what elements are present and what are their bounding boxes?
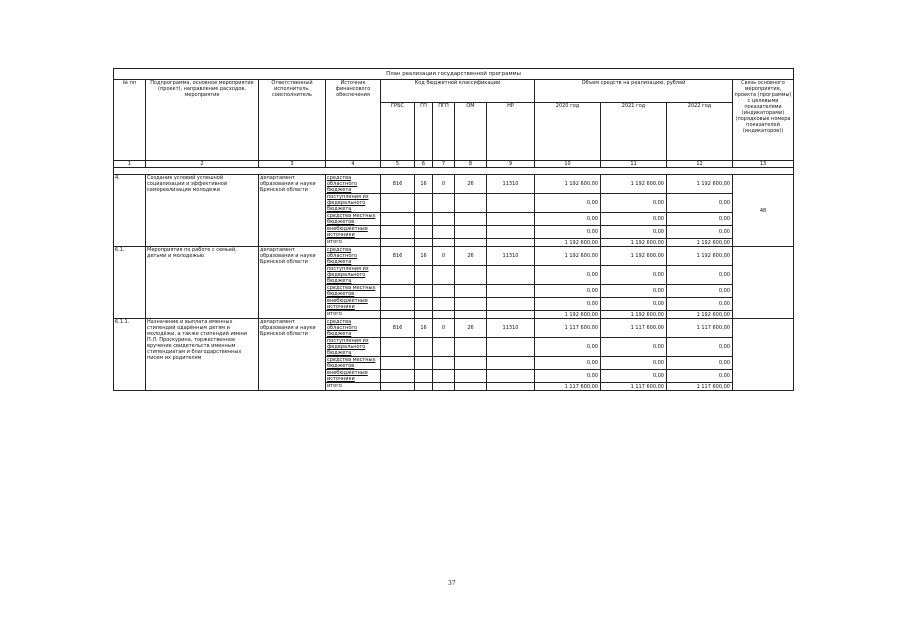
- amount-cell: 1 192 600,00: [601, 239, 667, 247]
- amount-cell: 0,00: [535, 213, 601, 226]
- column-number: 12: [667, 161, 733, 168]
- spacer-row: [114, 168, 794, 175]
- column-number: 4: [326, 161, 381, 168]
- amount-cell: 1 192 600,00: [667, 239, 733, 247]
- budget-code-cell: [487, 239, 535, 247]
- amount-cell: 0,00: [601, 370, 667, 383]
- column-number: 10: [535, 161, 601, 168]
- budget-code-cell: [487, 370, 535, 383]
- budget-code-cell: [455, 266, 487, 285]
- budget-code-cell: 816: [381, 175, 415, 194]
- header-nr: НР: [487, 103, 535, 161]
- source-cell: средства местных бюджетов: [326, 213, 381, 226]
- budget-code-cell: [415, 311, 433, 319]
- amount-cell: 0,00: [601, 226, 667, 239]
- column-number: 2: [146, 161, 259, 168]
- source-cell: средства областного бюджета: [326, 175, 381, 194]
- budget-code-cell: [415, 239, 433, 247]
- amount-cell: 0,00: [667, 338, 733, 357]
- budget-code-cell: [455, 383, 487, 391]
- amount-cell: 1 192 600,00: [535, 247, 601, 266]
- budget-code-cell: [415, 370, 433, 383]
- source-cell: итого: [326, 383, 381, 391]
- budget-code-cell: [381, 370, 415, 383]
- budget-code-cell: [415, 266, 433, 285]
- budget-code-cell: [381, 239, 415, 247]
- budget-code-cell: [487, 298, 535, 311]
- budget-code-cell: [487, 383, 535, 391]
- column-number: 13: [733, 161, 794, 168]
- header-no: № пп: [114, 80, 146, 161]
- amount-cell: 1 117 600,00: [601, 383, 667, 391]
- budget-code-cell: [487, 194, 535, 213]
- source-cell: итого: [326, 239, 381, 247]
- amount-cell: 1 117 600,00: [535, 383, 601, 391]
- amount-cell: 1 192 600,00: [535, 175, 601, 194]
- budget-code-cell: [455, 239, 487, 247]
- column-number: 5: [381, 161, 415, 168]
- amount-cell: 1 192 600,00: [667, 311, 733, 319]
- budget-code-cell: [415, 357, 433, 370]
- budget-code-cell: 0: [433, 319, 455, 338]
- page-number: 37: [448, 580, 456, 587]
- budget-code-cell: [381, 383, 415, 391]
- budget-code-cell: [455, 298, 487, 311]
- budget-code-cell: 26: [455, 319, 487, 338]
- amount-cell: 0,00: [601, 357, 667, 370]
- budget-code-cell: [487, 213, 535, 226]
- row-name: Создание условий успешной социализации и эффективной самореализации молодежи: [146, 175, 259, 247]
- budget-code-cell: 816: [381, 319, 415, 338]
- header-gp: ГП: [415, 103, 433, 161]
- budget-code-cell: [455, 357, 487, 370]
- budget-code-cell: [455, 285, 487, 298]
- budget-code-cell: 11310: [487, 319, 535, 338]
- budget-code-cell: [433, 383, 455, 391]
- column-number: 1: [114, 161, 146, 168]
- header-subprogram: Подпрограмма, основное мероприятие (проект), направление расходов, мероприятие: [146, 80, 259, 161]
- table-title: План реализации государственной программы: [114, 69, 794, 80]
- budget-code-cell: [455, 194, 487, 213]
- header-volume: Объем средств на реализацию, рублей: [535, 80, 733, 103]
- link-cell: [733, 319, 794, 391]
- blocks-body: [114, 175, 794, 391]
- budget-code-cell: [415, 298, 433, 311]
- budget-code-cell: [415, 226, 433, 239]
- header-grbs: ГРБС: [381, 103, 415, 161]
- budget-code-cell: 26: [455, 247, 487, 266]
- budget-code-cell: 16: [415, 247, 433, 266]
- budget-code-cell: 11310: [487, 175, 535, 194]
- row-name: Мероприятия по работе с семьей, детьми и молодежью: [146, 247, 259, 319]
- budget-code-cell: [415, 285, 433, 298]
- amount-cell: 0,00: [601, 338, 667, 357]
- row-responsible: департамент образования и науки Брянской области: [259, 319, 326, 391]
- source-cell: средства местных бюджетов: [326, 285, 381, 298]
- amount-cell: 0,00: [667, 226, 733, 239]
- column-number: 7: [433, 161, 455, 168]
- amount-cell: 0,00: [535, 266, 601, 285]
- header-2021: 2021 год: [601, 103, 667, 161]
- source-cell: средства областного бюджета: [326, 247, 381, 266]
- budget-code-cell: [415, 383, 433, 391]
- budget-code-cell: 0: [433, 175, 455, 194]
- budget-code-cell: [381, 338, 415, 357]
- amount-cell: 1 192 600,00: [601, 175, 667, 194]
- budget-code-cell: [455, 311, 487, 319]
- budget-code-cell: [487, 311, 535, 319]
- column-number: 8: [455, 161, 487, 168]
- budget-code-cell: [381, 266, 415, 285]
- budget-code-cell: 16: [415, 175, 433, 194]
- source-cell: внебюджетные источники: [326, 370, 381, 383]
- header-pgp: ПГП: [433, 103, 455, 161]
- budget-code-cell: 0: [433, 247, 455, 266]
- row-number: 4.: [114, 175, 146, 247]
- budget-code-cell: 816: [381, 247, 415, 266]
- amount-cell: 0,00: [601, 298, 667, 311]
- budget-code-cell: [433, 213, 455, 226]
- budget-code-cell: [381, 285, 415, 298]
- amount-cell: 0,00: [535, 194, 601, 213]
- budget-code-cell: [455, 213, 487, 226]
- plan-table: [113, 68, 794, 391]
- budget-code-cell: [433, 285, 455, 298]
- budget-code-cell: [433, 311, 455, 319]
- amount-cell: 0,00: [667, 194, 733, 213]
- budget-code-cell: [433, 298, 455, 311]
- header-om: ОМ: [455, 103, 487, 161]
- amount-cell: 0,00: [535, 357, 601, 370]
- amount-cell: 0,00: [535, 226, 601, 239]
- budget-code-cell: [433, 266, 455, 285]
- amount-cell: 0,00: [667, 285, 733, 298]
- budget-code-cell: 11310: [487, 247, 535, 266]
- amount-cell: 0,00: [535, 298, 601, 311]
- budget-code-cell: [487, 338, 535, 357]
- budget-code-cell: [487, 266, 535, 285]
- header-budget-code: Код бюджетной классификации: [381, 80, 535, 103]
- header-link: Связь основного мероприятия, проекта (программы) с целевыми показателями (индикаторами) (порядковые номера показателей (индикаторов)): [733, 80, 794, 161]
- source-cell: поступления из федерального бюджета: [326, 338, 381, 357]
- column-number: 3: [259, 161, 326, 168]
- amount-cell: 0,00: [535, 338, 601, 357]
- column-number: 11: [601, 161, 667, 168]
- amount-cell: 0,00: [601, 213, 667, 226]
- budget-code-cell: [415, 194, 433, 213]
- budget-code-cell: [381, 311, 415, 319]
- row-responsible: департамент образования и науки Брянской области: [259, 247, 326, 319]
- table-row: [114, 319, 794, 338]
- amount-cell: 0,00: [667, 370, 733, 383]
- amount-cell: 0,00: [601, 194, 667, 213]
- source-cell: внебюджетные источники: [326, 298, 381, 311]
- amount-cell: 1 192 600,00: [535, 311, 601, 319]
- source-cell: средства местных бюджетов: [326, 357, 381, 370]
- amount-cell: 1 192 600,00: [667, 247, 733, 266]
- amount-cell: 0,00: [535, 370, 601, 383]
- column-number: 6: [415, 161, 433, 168]
- budget-code-cell: [433, 338, 455, 357]
- table-row: [114, 247, 794, 266]
- amount-cell: 1 192 600,00: [601, 311, 667, 319]
- budget-code-cell: [455, 338, 487, 357]
- plan-table-sheet: [113, 68, 793, 391]
- row-number: 6.1.: [114, 247, 146, 319]
- budget-code-cell: [433, 370, 455, 383]
- amount-cell: 1 117 600,00: [601, 319, 667, 338]
- budget-code-cell: [415, 213, 433, 226]
- amount-cell: 1 117 600,00: [667, 319, 733, 338]
- amount-cell: 0,00: [601, 266, 667, 285]
- amount-cell: 1 117 600,00: [535, 319, 601, 338]
- amount-cell: 1 192 600,00: [601, 247, 667, 266]
- amount-cell: 0,00: [535, 285, 601, 298]
- link-cell: [733, 247, 794, 319]
- budget-code-cell: [433, 357, 455, 370]
- budget-code-cell: [487, 357, 535, 370]
- amount-cell: 1 192 600,00: [535, 239, 601, 247]
- amount-cell: 0,00: [667, 266, 733, 285]
- source-cell: итого: [326, 311, 381, 319]
- table-row: [114, 175, 794, 194]
- budget-code-cell: [455, 370, 487, 383]
- budget-code-cell: 16: [415, 319, 433, 338]
- budget-code-cell: [381, 194, 415, 213]
- column-numbers-row: [114, 161, 794, 168]
- header-source: Источник финансового обеспечения: [326, 80, 381, 161]
- amount-cell: 0,00: [667, 298, 733, 311]
- header-2020: 2020 год: [535, 103, 601, 161]
- row-number: 6.1.1.: [114, 319, 146, 391]
- spacer-cell: [114, 168, 794, 175]
- budget-code-cell: [415, 338, 433, 357]
- budget-code-cell: [433, 194, 455, 213]
- amount-cell: 1 117 600,00: [667, 383, 733, 391]
- source-cell: поступления из федерального бюджета: [326, 194, 381, 213]
- source-cell: внебюджетные источники: [326, 226, 381, 239]
- row-responsible: департамент образования и науки Брянской области: [259, 175, 326, 247]
- budget-code-cell: [381, 357, 415, 370]
- header-2022: 2022 год: [667, 103, 733, 161]
- row-name: Назначение и выплата именных стипендий одарённым детям и молодёжи, а также стипендий имени П.Л. Проскурина, торжественное вручение свидетельств именным стипендиатам и благодарственных писем их родителям: [146, 319, 259, 391]
- budget-code-cell: [455, 226, 487, 239]
- budget-code-cell: 26: [455, 175, 487, 194]
- amount-cell: 0,00: [601, 285, 667, 298]
- budget-code-cell: [381, 226, 415, 239]
- amount-cell: 0,00: [667, 213, 733, 226]
- budget-code-cell: [381, 213, 415, 226]
- source-cell: средства областного бюджета: [326, 319, 381, 338]
- amount-cell: 0,00: [667, 357, 733, 370]
- budget-code-cell: [381, 298, 415, 311]
- budget-code-cell: [433, 239, 455, 247]
- budget-code-cell: [487, 285, 535, 298]
- source-cell: поступления из федерального бюджета: [326, 266, 381, 285]
- budget-code-cell: [487, 226, 535, 239]
- header-responsible: Ответственный исполнитель, соисполнитель: [259, 80, 326, 161]
- link-cell: 48: [733, 175, 794, 247]
- budget-code-cell: [433, 226, 455, 239]
- column-number: 9: [487, 161, 535, 168]
- amount-cell: 1 192 600,00: [667, 175, 733, 194]
